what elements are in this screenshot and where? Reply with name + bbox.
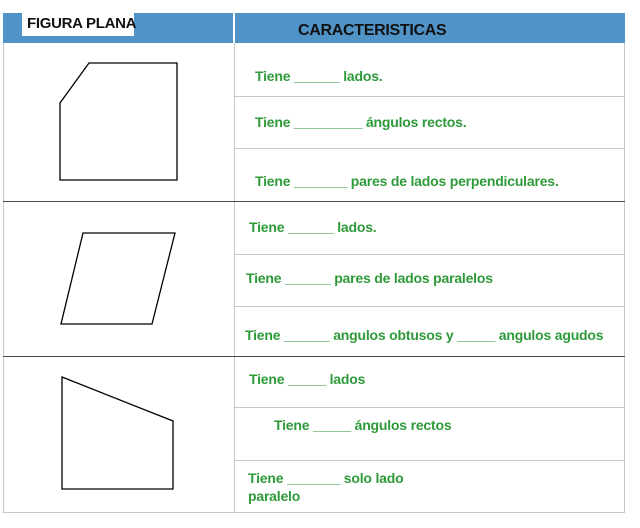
parallelogram-icon — [61, 233, 175, 324]
row3-item2: Tiene _____ ángulos rectos — [274, 417, 452, 433]
row2-divider-b — [235, 306, 625, 307]
header-caracteristicas-text: CARACTERISTICAS — [298, 22, 447, 39]
trapezoid-icon — [62, 377, 173, 489]
row2-item2: Tiene ______ pares de lados paralelos — [246, 270, 493, 286]
row1-item3: Tiene _______ pares de lados perpendiculares. — [255, 173, 559, 189]
worksheet-table — [3, 13, 625, 513]
row3-divider-a — [235, 407, 625, 408]
row1-divider-a — [235, 96, 625, 97]
pentagon-icon — [60, 63, 177, 180]
figures-layer — [3, 13, 235, 513]
row2-item3: Tiene ______ angulos obtusos y _____ angulos agudos — [245, 327, 604, 343]
row2-divider-a — [235, 254, 625, 255]
row3-divider-b — [235, 460, 625, 461]
header-caracteristicas — [235, 13, 625, 43]
header-figura-plana-text: FIGURA PLANA — [27, 15, 137, 32]
row1-item1: Tiene ______ lados. — [255, 68, 383, 84]
row1-divider-b — [235, 148, 625, 149]
table-border-right — [624, 43, 625, 513]
row1-item2: Tiene _________ ángulos rectos. — [255, 114, 467, 130]
row3-item3: Tiene _______ solo lado paralelo — [248, 470, 404, 504]
row3-item1: Tiene _____ lados — [249, 371, 366, 387]
row2-item1: Tiene ______ lados. — [249, 219, 377, 235]
